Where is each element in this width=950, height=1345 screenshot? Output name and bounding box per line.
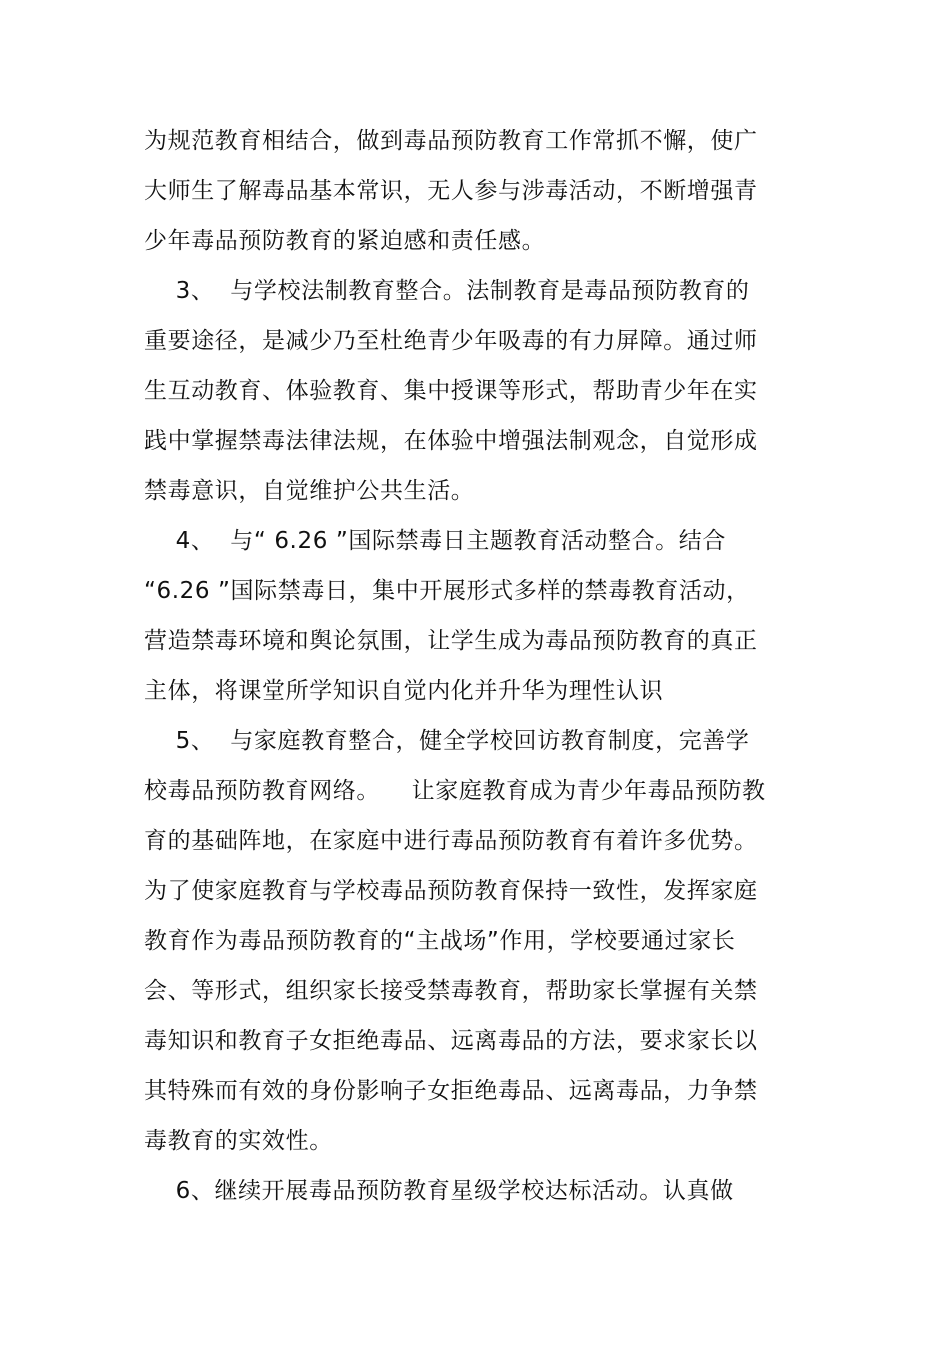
text-line: 主体，将课堂所学知识自觉内化并升华为理性认识 [144, 678, 664, 704]
text-line: 营造禁毒环境和舆论氛围，让学生成为毒品预防教育的真正 [144, 628, 758, 654]
text-line: 毒知识和教育子女拒绝毒品、远离毒品的方法，要求家长以 [144, 1028, 758, 1054]
text-line: 重要途径，是减少乃至杜绝青少年吸毒的有力屏障。通过师 [144, 328, 758, 354]
text-line: “6.26 ”国际禁毒日，集中开展形式多样的禁毒教育活动， [144, 578, 750, 604]
text-line: 3、 与学校法制教育整合。法制教育是毒品预防教育的 [144, 278, 750, 304]
text-line: 毒教育的实效性。 [144, 1128, 333, 1154]
text-line: 其特殊而有效的身份影响子女拒绝毒品、远离毒品，力争禁 [144, 1078, 758, 1104]
text-line: 5、 与家庭教育整合，健全学校回访教育制度，完善学 [144, 728, 750, 754]
text-line: 少年毒品预防教育的紧迫感和责任感。 [144, 228, 546, 254]
text-line: 为规范教育相结合，做到毒品预防教育工作常抓不懈，使广 [144, 128, 758, 154]
text-line: 6、继续开展毒品预防教育星级学校达标活动。认真做 [144, 1178, 734, 1204]
text-line: 生互动教育、体验教育、集中授课等形式，帮助青少年在实 [144, 378, 758, 404]
text-line: 育的基础阵地，在家庭中进行毒品预防教育有着许多优势。 [144, 828, 758, 854]
text-line: 会、等形式，组织家长接受禁毒教育，帮助家长掌握有关禁 [144, 978, 758, 1004]
text-line: 为了使家庭教育与学校毒品预防教育保持一致性，发挥家庭 [144, 878, 758, 904]
text-line: 大师生了解毒品基本常识，无人参与涉毒活动，不断增强青 [144, 178, 758, 204]
text-line: 践中掌握禁毒法律法规，在体验中增强法制观念，自觉形成 [144, 428, 758, 454]
text-line: 禁毒意识，自觉维护公共生活。 [144, 478, 475, 504]
text-line: 4、 与“ 6.26 ”国际禁毒日主题教育活动整合。结合 [144, 528, 726, 554]
text-line: 教育作为毒品预防教育的“主战场”作用，学校要通过家长 [144, 928, 736, 954]
text-line: 校毒品预防教育网络。 让家庭教育成为青少年毒品预防教 [144, 778, 766, 804]
